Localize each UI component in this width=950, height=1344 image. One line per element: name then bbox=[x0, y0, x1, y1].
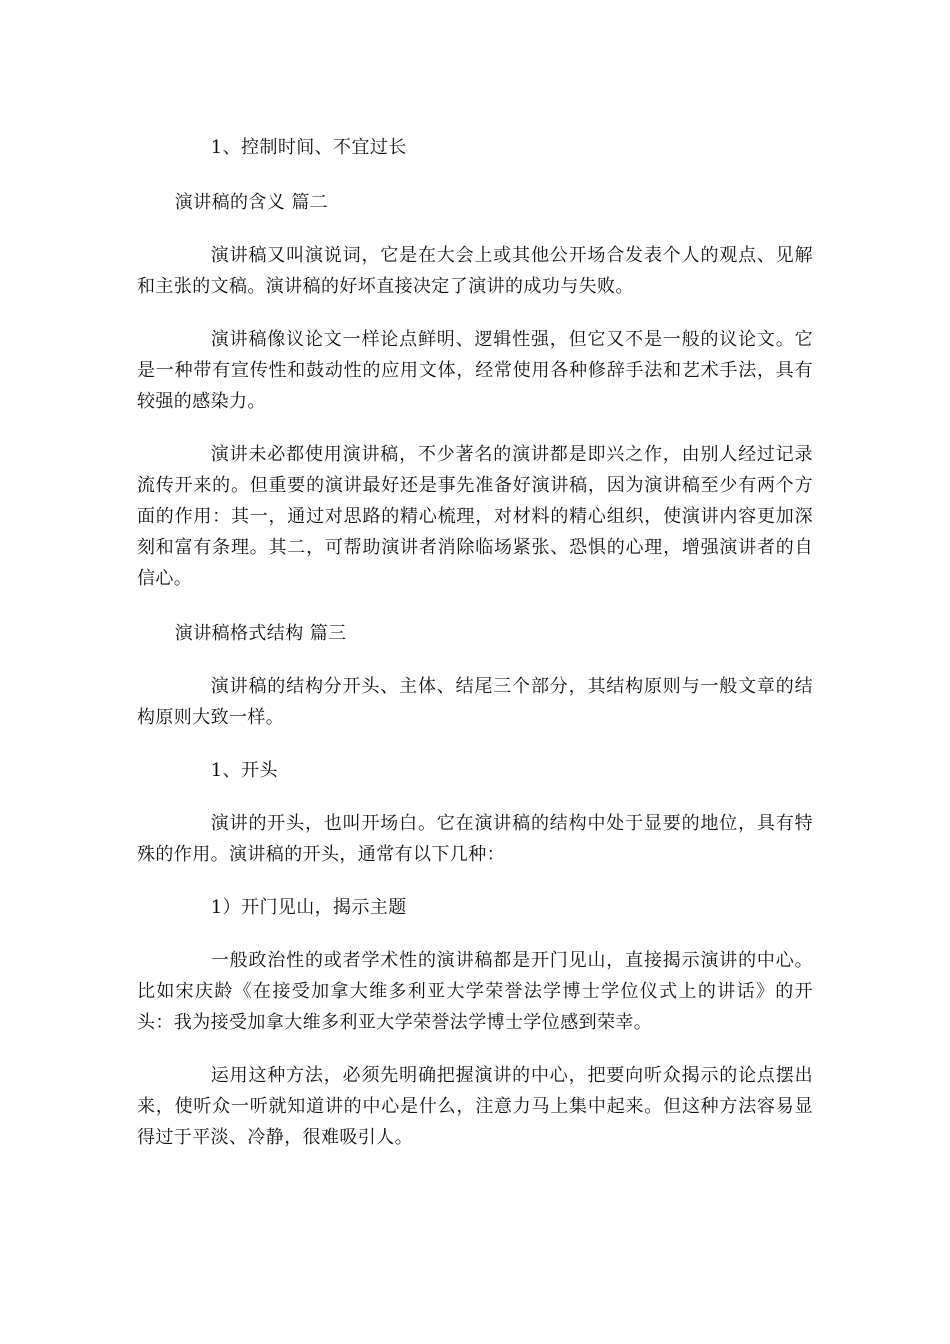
paragraph-definition: 演讲稿又叫演说词，它是在大会上或其他公开场合发表个人的观点、见解和主张的文稿。演讲稿的好坏直接决定了演讲的成功与失败。 bbox=[137, 245, 813, 297]
section-heading-part-2: 演讲稿的含义 篇二 bbox=[174, 192, 329, 213]
paragraph-point-1: 1、控制时间、不宜过长 bbox=[210, 137, 407, 158]
paragraph-example: 一般政治性的或者学术性的演讲稿都是开门见山，直接揭示演讲的中心。比如宋庆龄《在接受加拿大维多利亚大学荣誉法学博士学位仪式上的讲话》的开头：我为接受加拿大维多利亚大学荣誉法学博士学位感到荣幸。 bbox=[137, 950, 813, 1033]
document-body bbox=[137, 132, 813, 1153]
paragraph-opening: 演讲的开头，也叫开场白。它在演讲稿的结构中处于显要的地位，具有特殊的作用。演讲稿的开头，通常有以下几种： bbox=[137, 813, 813, 865]
subheading-opening: 1、开头 bbox=[210, 760, 278, 781]
subheading-direct-opening: 1）开门见山，揭示主题 bbox=[210, 897, 407, 918]
paragraph-method-note: 运用这种方法，必须先明确把握演讲的中心，把要向听众揭示的论点摆出来，使听众一听就知道讲的中心是什么，注意力马上集中起来。但这种方法容易显得过于平淡、冷静，很难吸引人。 bbox=[137, 1065, 813, 1148]
paragraph-characteristics: 演讲稿像议论文一样论点鲜明、逻辑性强，但它又不是一般的议论文。它是一种带有宣传性和鼓动性的应用文体，经常使用各种修辞手法和艺术手法，具有较强的感染力。 bbox=[137, 329, 813, 412]
paragraph-purpose: 演讲未必都使用演讲稿，不少著名的演讲都是即兴之作，由别人经过记录流传开来的。但重要的演讲最好还是事先准备好演讲稿，因为演讲稿至少有两个方面的作用：其一，通过对思路的精心梳理，对材料的精心组织，使演讲内容更加深刻和富有条理。其二，可帮助演讲者消除临场紧张、恐惧的心理，增强演讲者的自信心。 bbox=[137, 444, 813, 589]
section-heading-part-3: 演讲稿格式结构 篇三 bbox=[174, 623, 347, 644]
paragraph-structure: 演讲稿的结构分开头、主体、结尾三个部分，其结构原则与一般文章的结构原则大致一样。 bbox=[137, 676, 813, 728]
